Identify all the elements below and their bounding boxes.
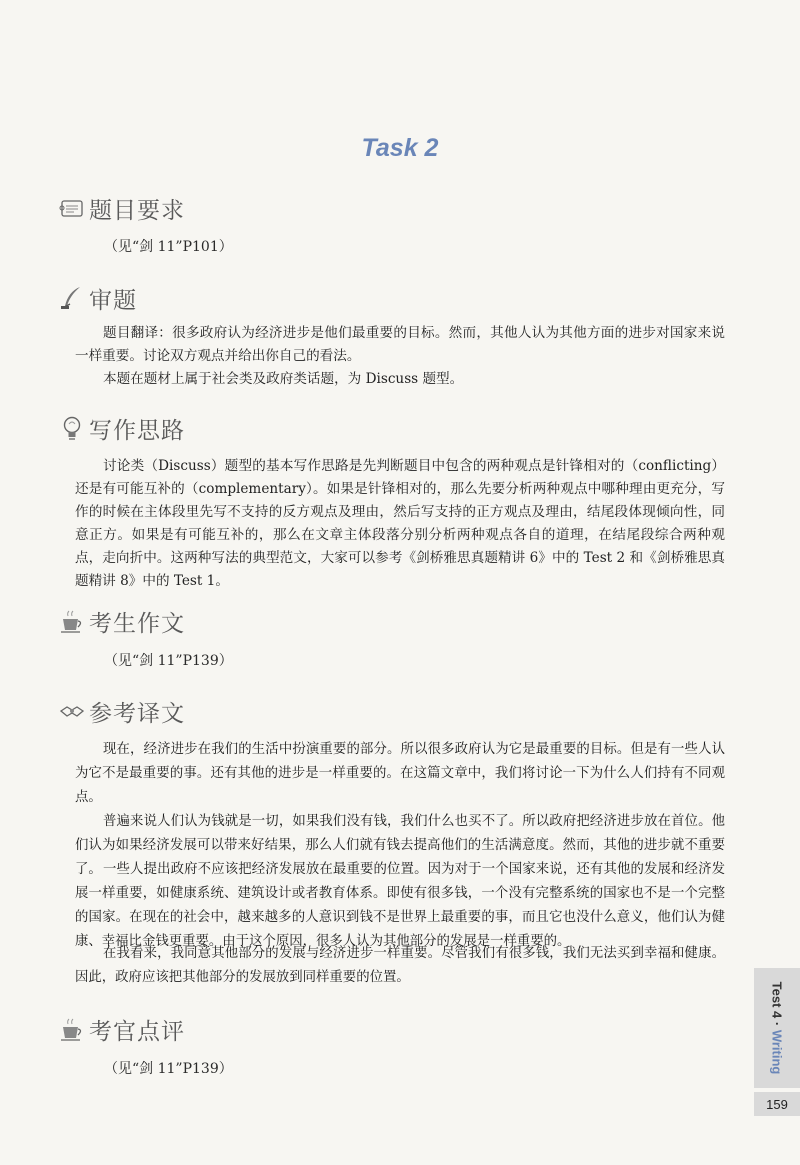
section-heading-requirement	[58, 191, 185, 225]
analysis-paragraph-1: 题目翻译：很多政府认为经济进步是他们最重要的目标。然而，其他人认为其他方面的进步对国家来说一样重要。讨论双方观点并给出你自己的看法。	[75, 325, 725, 364]
translation-paragraph-2: 普遍来说人们认为钱就是一切，如果我们没有钱，我们什么也买不了。所以政府把经济进步放在首位。他们认为如果经济发展可以带来好结果，那么人们就有钱去提高他们的生活满意度。然而，其他的进步就不重要了。	[75, 814, 725, 877]
page-number: 159	[766, 1096, 788, 1112]
side-tab-test: Test 4	[769, 981, 785, 1019]
translation-paragraph-4: 在我看来，我同意其他部分的发展与经济进步一样重要。尽管我们有很多钱，我们无法买到幸福和健康。因此，政府应该把其他部分的发展放到同样重要的位置。	[75, 946, 725, 985]
side-tab-separator: ·	[769, 1018, 785, 1030]
page-title: Task 2	[361, 134, 439, 162]
requirement-reference: （见“剑 11”P101）	[104, 239, 233, 255]
analysis-paragraph-2: 本题在题材上属于社会类及政府类话题，为 Discuss 题型。	[103, 371, 464, 387]
section-heading-text: 参考译文	[89, 700, 185, 727]
side-tab-label	[770, 982, 785, 1075]
section-heading-examiner	[58, 1012, 185, 1046]
section-heading-translation	[58, 694, 185, 728]
essay-reference: （见“剑 11”P139）	[104, 653, 233, 669]
translation-paragraph-1: 现在，经济进步在我们的生活中扮演重要的部分。所以很多政府认为它是最重要的目标。但是有一些人认为它不是最重要的事。还有其他的进步是一样重要的。在这篇文章中，我们将讨论一下为什么人们持有不同观点。	[75, 742, 725, 805]
translation-paragraph-3: 一些人提出政府不应该把经济发展放在最重要的位置。因为对于一个国家来说，还有其他的发展和经济发展一样重要，如健康系统、建筑设计或者教育体系。即使有很多钱，一个没有完整系统的国家也不是一个完整的国家。在现在的社会中，越来越多的人意识到钱不是世界上最重要的事，而且它也没什么意义，他们认为健康、幸福比金钱更重要。由于这个原因，很多人认为其他部分的发展是一样重要的。	[75, 862, 725, 949]
lightbulb-icon	[58, 414, 86, 442]
page-number-box	[754, 1092, 800, 1116]
coffee-cup-icon	[58, 1015, 86, 1043]
scroll-icon	[58, 194, 86, 222]
coffee-cup-icon	[58, 607, 86, 635]
section-heading-text: 写作思路	[89, 417, 185, 444]
examiner-reference: （见“剑 11”P139）	[104, 1061, 233, 1077]
section-heading-analysis	[58, 281, 137, 315]
quill-icon	[58, 284, 86, 312]
section-heading-text: 审题	[89, 287, 137, 314]
side-tab-section: Writing	[769, 1029, 785, 1075]
section-heading-text: 考生作文	[89, 610, 185, 637]
handshake-icon	[58, 697, 86, 725]
section-heading-essay	[58, 604, 185, 638]
section-heading-text: 考官点评	[89, 1018, 185, 1045]
section-heading-approach	[58, 411, 185, 445]
section-heading-text: 题目要求	[89, 197, 185, 224]
side-tab	[754, 968, 800, 1088]
approach-paragraph-1: 讨论类（Discuss）题型的基本写作思路是先判断题目中包含的两种观点是针锋相对的（conflicting）还是有可能互补的（complementary）。如果是针锋相对的，那么先要分析两种观点中哪种理由更充分，写作的时候在主体段里先写不支持的反方观点及理由，然后写支持的正方观点及理由，结尾段体现倾向性，同意正方。如果是有可能互补的，那么在文章主体段落分别分析两种观点各自的道理，在结尾段综合两种观点，走向折中。这两种写法的典型范文，大家可以参考《剑桥雅思真题精讲 6》中的 Test 2 和《剑桥雅思真题精讲 8》中的 Test 1。	[75, 458, 725, 589]
